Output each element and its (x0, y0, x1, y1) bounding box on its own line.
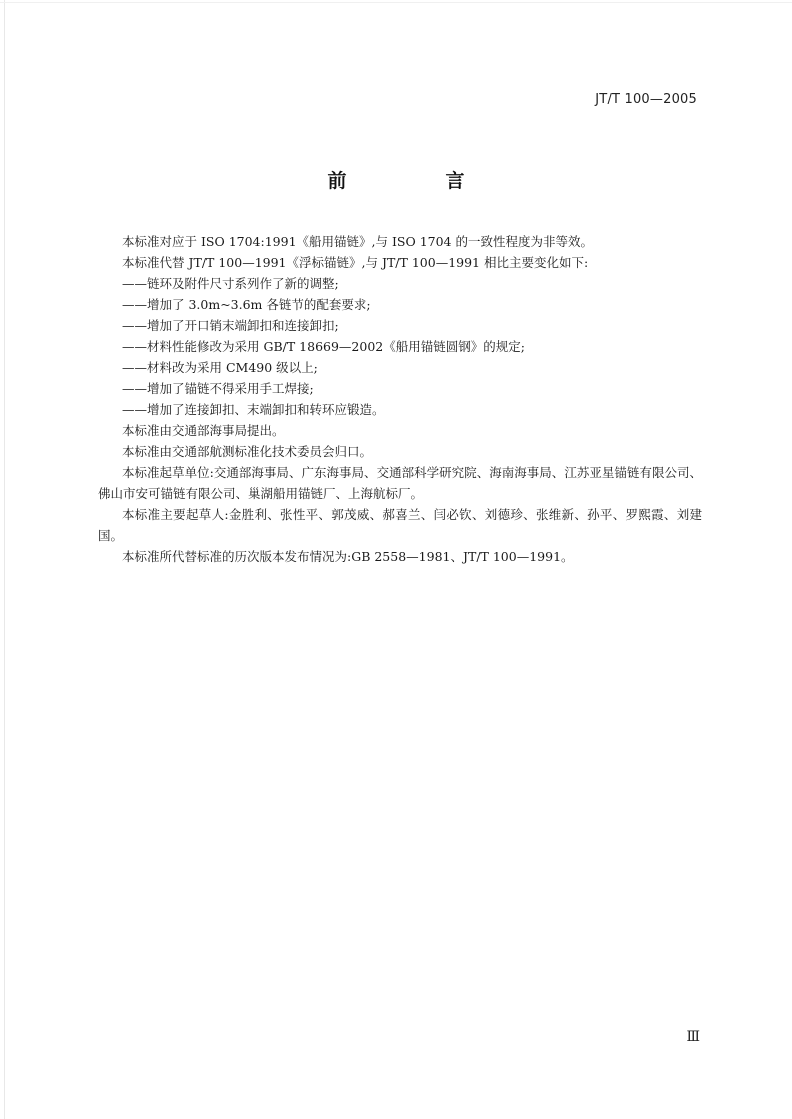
change-item: ——增加了 3.0m~3.6m 各链节的配套要求; (122, 297, 371, 312)
page-title: 前 言 (327, 170, 505, 192)
change-item: ——材料性能修改为采用 GB/T 18669—2002《船用锚链圆钢》的规定; (122, 339, 525, 354)
change-item: ——增加了开口销末端卸扣和连接卸扣; (122, 318, 339, 333)
standard-code-header: JT/T 100—2005 (595, 92, 697, 107)
paragraph-drafting-units: 本标准起草单位:交通部海事局、广东海事局、交通部科学研究院、海南海事局、江苏亚星锚链有限公司、佛山市安可锚链有限公司、巢湖船用锚链厂、上海航标厂。 (98, 465, 702, 501)
foreword-body (98, 231, 702, 567)
change-item: ——材料改为采用 CM490 级以上; (122, 360, 318, 375)
change-item: ——链环及附件尺寸系列作了新的调整; (122, 276, 339, 291)
paragraph-proposed-by: 本标准由交通部海事局提出。 (122, 423, 285, 438)
scan-edge-top (0, 2, 792, 3)
paragraph-drafters: 本标准主要起草人:金胜利、张性平、郭茂威、郝喜兰、闫必钦、刘德珍、张维新、孙平、罗熙霞、刘建国。 (98, 507, 702, 543)
change-item: ——增加了锚链不得采用手工焊接; (122, 381, 314, 396)
paragraph-centralized-by: 本标准由交通部航测标准化技术委员会归口。 (122, 444, 373, 459)
paragraph-previous-editions: 本标准所代替标准的历次版本发布情况为:GB 2558—1981、JT/T 100—1991。 (122, 549, 574, 564)
change-item: ——增加了连接卸扣、末端卸扣和转环应锻造。 (122, 402, 385, 417)
paragraph-replacement: 本标准代替 JT/T 100—1991《浮标锚链》,与 JT/T 100—1991 相比主要变化如下: (122, 255, 589, 270)
page-number: Ⅲ (686, 1029, 700, 1045)
paragraph-correspondence: 本标准对应于 ISO 1704:1991《船用锚链》,与 ISO 1704 的一致性程度为非等效。 (122, 234, 593, 249)
